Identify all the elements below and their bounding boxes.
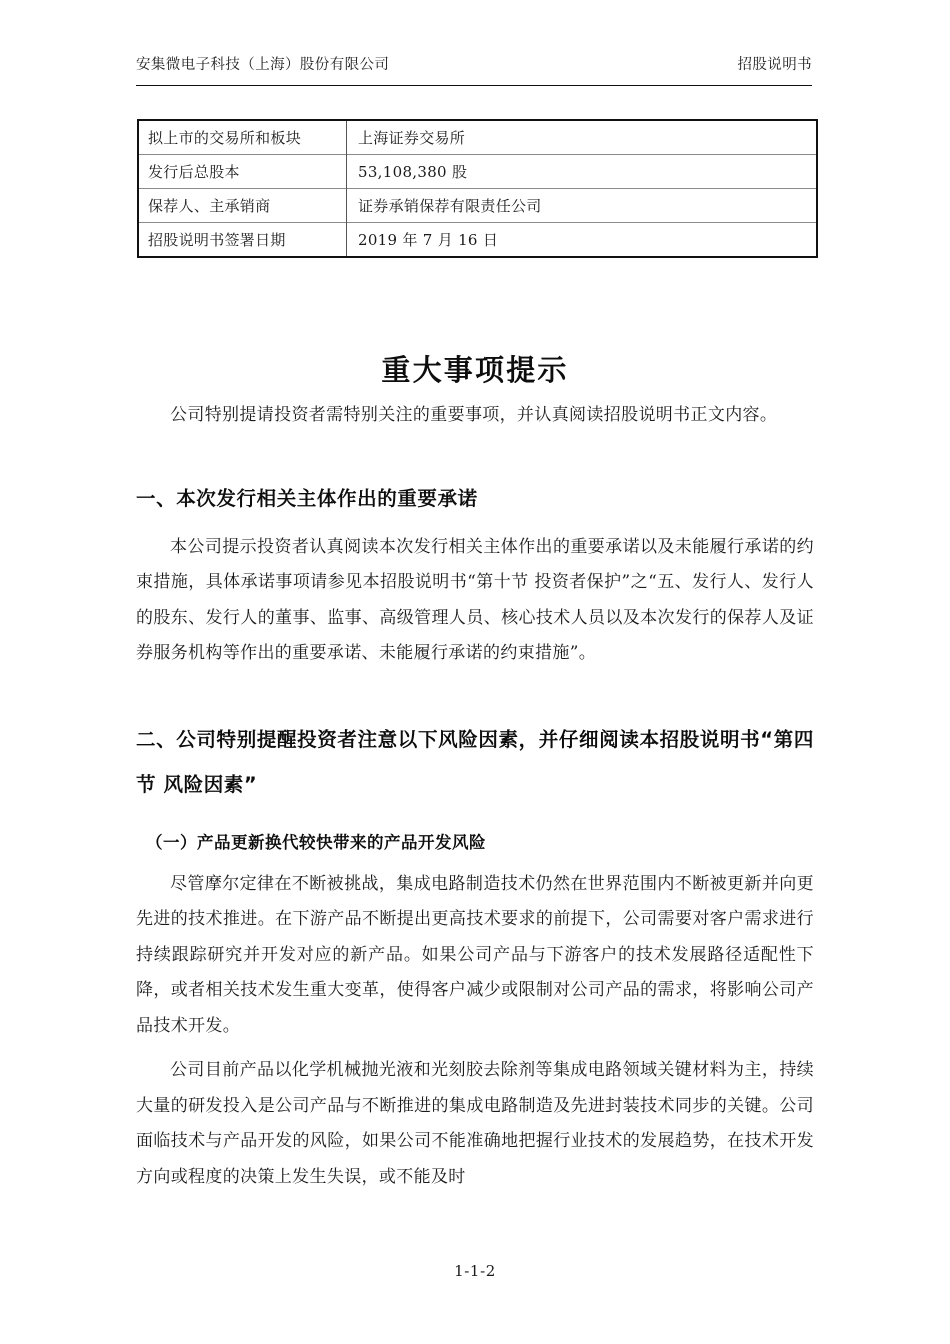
header-document-type: 招股说明书 bbox=[737, 57, 812, 73]
table-cell-key: 拟上市的交易所和板块 bbox=[138, 120, 347, 155]
offering-info-table bbox=[137, 119, 818, 258]
table-cell-value: 53,108,380 股 bbox=[347, 155, 818, 189]
subsection-heading-one: （一）产品更新换代较快带来的产品开发风险 bbox=[146, 832, 486, 852]
table-row bbox=[138, 155, 817, 189]
page-title: 重大事项提示 bbox=[381, 353, 569, 387]
table-cell-value: 上海证券交易所 bbox=[358, 129, 466, 147]
table-row bbox=[138, 189, 817, 223]
table-cell-key: 招股说明书签署日期 bbox=[138, 223, 347, 258]
table-cell-key: 保荐人、主承销商 bbox=[138, 189, 347, 223]
section-heading-two: 二、公司特别提醒投资者注意以下风险因素，并仔细阅读本招股说明书“第四节 风险因素” bbox=[136, 727, 814, 796]
table-cell-value: 证券承销保荐有限责任公司 bbox=[347, 189, 818, 223]
intro-paragraph: 公司特别提请投资者需特别关注的重要事项，并认真阅读招股说明书正文内容。 bbox=[170, 405, 778, 425]
spacer bbox=[136, 681, 814, 690]
document-body bbox=[136, 398, 814, 1204]
page-footer bbox=[0, 1262, 950, 1280]
subsection-paragraph-2: 公司目前产品以化学机械抛光液和光刻胶去除剂等集成电路领域关键材料为主，持续大量的研发投入是公司产品与不断推进的集成电路制造及先进封装技术同步的关键。公司面临技术与产品开发的风险，如果公司不能准确地把握行业技术的发展趋势，在技术开发方向或程度的决策上发生失误，或不能及时 bbox=[136, 1060, 814, 1187]
table-cell-key: 发行后总股本 bbox=[138, 155, 347, 189]
header-company-name: 安集微电子科技（上海）股份有限公司 bbox=[136, 57, 390, 73]
running-header bbox=[136, 53, 812, 74]
header-divider-rule bbox=[136, 85, 812, 86]
section-one-paragraph: 本公司提示投资者认真阅读本次发行相关主体作出的重要承诺以及未能履行承诺的约束措施，具体承诺事项请参见本招股说明书“第十节 投资者保护”之“五、发行人、发行人的股东、发行人的董事、监事、高级管理人员、核心技术人员以及本次发行的保荐人及证券服务机构等作出的重要承诺、未能履行承诺的约束措施”。 bbox=[136, 536, 814, 663]
table-cell-value: 2019 年 7 月 16 日 bbox=[347, 223, 818, 258]
section-heading-one: 一、本次发行相关主体作出的重要承诺 bbox=[136, 486, 478, 510]
page-number: 1-1-2 bbox=[454, 1262, 496, 1280]
subsection-paragraph-1: 尽管摩尔定律在不断被挑战，集成电路制造技术仍然在世界范围内不断被更新并向更先进的技术推进。在下游产品不断提出更高技术要求的前提下，公司需要对客户需求进行持续跟踪研究并开发对应的新产品。如果公司产品与下游客户的技术发展路径适配性下降，或者相关技术发生重大变革，使得客户减少或限制对公司产品的需求，将影响公司产品技术开发。 bbox=[136, 873, 814, 1036]
spacer bbox=[136, 443, 814, 457]
table-row bbox=[138, 120, 817, 155]
table-row bbox=[138, 223, 817, 258]
